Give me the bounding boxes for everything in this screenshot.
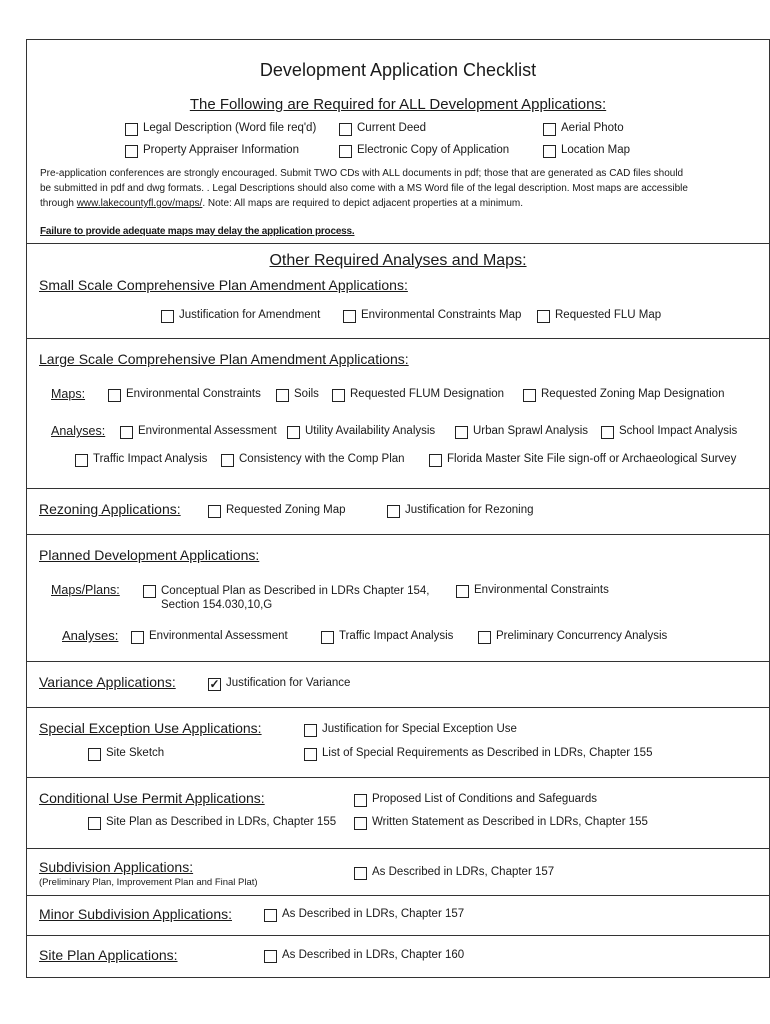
- checkbox-requested-zoning-designation[interactable]: [523, 388, 724, 402]
- checkbox-proposed-conditions[interactable]: [354, 793, 597, 807]
- note-text: . Note: All maps are required to depict adjacent properties at a minimum.: [202, 198, 524, 209]
- note-line-3: [40, 198, 523, 209]
- checkbox-box[interactable]: [264, 950, 277, 963]
- checkbox-justification-variance[interactable]: [208, 677, 350, 691]
- checkbox-box[interactable]: [339, 123, 352, 136]
- large-scale-heading: Large Scale Comprehensive Plan Amendment Applications:: [39, 351, 409, 367]
- checkbox-label: As Described in LDRs, Chapter 160: [282, 949, 465, 961]
- checkbox-pd-env-assessment[interactable]: [131, 630, 288, 644]
- checkbox-label: Soils: [294, 388, 319, 400]
- checkbox-site-plan-155[interactable]: [88, 816, 336, 830]
- checkbox-justification-rezoning[interactable]: [387, 504, 533, 518]
- checkbox-conceptual-plan[interactable]: [143, 584, 429, 612]
- checkbox-legal-description[interactable]: [125, 122, 316, 136]
- checkbox-site-plan-160[interactable]: [264, 949, 464, 963]
- checkbox-label: Requested Zoning Map: [226, 504, 346, 516]
- checkbox-box[interactable]: [354, 867, 367, 880]
- checkbox-box[interactable]: [543, 145, 556, 158]
- checkbox-label: Environmental Assessment: [149, 630, 288, 642]
- checkbox-label: As Described in LDRs, Chapter 157: [282, 908, 465, 920]
- checkbox-box[interactable]: [321, 631, 334, 644]
- checkbox-consistency-comp-plan[interactable]: [221, 453, 405, 467]
- maps-plans-label: Maps/Plans:: [51, 583, 120, 597]
- checkbox-box[interactable]: [354, 817, 367, 830]
- checkbox-label: Site Sketch: [106, 747, 165, 759]
- label-line-1: Conceptual Plan as Described in LDRs Chapter 154,: [161, 585, 430, 597]
- checkbox-property-appraiser[interactable]: [125, 144, 299, 158]
- checkbox-label: Traffic Impact Analysis: [339, 630, 454, 642]
- checkbox-label: As Described in LDRs, Chapter 157: [372, 866, 555, 878]
- checkbox-label: Site Plan as Described in LDRs, Chapter 155: [106, 816, 337, 828]
- checkbox-location-map[interactable]: [543, 144, 630, 158]
- checkbox-box[interactable]: [108, 389, 121, 402]
- page-title: Development Application Checklist: [259, 60, 537, 80]
- other-analyses-title: Other Required Analyses and Maps:: [269, 252, 527, 269]
- rezoning-heading: Rezoning Applications:: [39, 501, 181, 517]
- checkbox-label: Environmental Assessment: [138, 425, 277, 437]
- minor-subdivision-section: [27, 896, 769, 936]
- note-line-1: Pre-application conferences are strongly encouraged. Submit TWO CDs with ALL documents in pdf; those that are generated as CAD files should: [40, 168, 684, 179]
- checkbox-requested-flu-map[interactable]: [537, 309, 661, 323]
- maps-link[interactable]: www.lakecountyfl.gov/maps/: [76, 198, 203, 209]
- checkbox-florida-master-site[interactable]: [429, 453, 736, 467]
- checkbox-box[interactable]: [208, 505, 221, 518]
- checkbox-special-requirements[interactable]: [304, 747, 652, 761]
- checkbox-label: Preliminary Concurrency Analysis: [496, 630, 668, 642]
- checkbox-label: Aerial Photo: [561, 122, 624, 134]
- checkbox-label: Consistency with the Comp Plan: [239, 453, 405, 465]
- checkmark-icon[interactable]: ✓: [209, 677, 220, 691]
- checkbox-pd-concurrency[interactable]: [478, 630, 667, 644]
- checkbox-pd-env-constraints[interactable]: [456, 584, 609, 598]
- subdivision-note: (Preliminary Plan, Improvement Plan and Final Plat): [39, 877, 258, 888]
- checkbox-label: Justification for Rezoning: [405, 504, 534, 516]
- checkbox-box[interactable]: [429, 454, 442, 467]
- checklist-form: [26, 39, 770, 978]
- checkbox-label: Written Statement as Described in LDRs, Chapter 155: [372, 816, 648, 828]
- checkbox-label: Traffic Impact Analysis: [93, 453, 208, 465]
- checkbox-box[interactable]: [287, 426, 300, 439]
- required-subtitle: The Following are Required for ALL Development Applications:: [189, 96, 607, 113]
- checkbox-label: Environmental Constraints: [126, 388, 261, 400]
- checkbox-box[interactable]: [339, 145, 352, 158]
- note-line-2: be submitted in pdf and dwg formats. . Legal Descriptions should also come with a MS Word file of the legal description. Most maps are accessible: [40, 183, 688, 194]
- checkbox-aerial-photo[interactable]: [543, 122, 624, 136]
- analyses-label: Analyses:: [51, 424, 106, 438]
- general-requirements-section: [27, 40, 769, 244]
- checkbox-box[interactable]: [456, 585, 469, 598]
- checkbox-label: Environmental Constraints: [474, 584, 609, 596]
- checkbox-box[interactable]: [523, 389, 536, 402]
- small-scale-heading: Small Scale Comprehensive Plan Amendment Applications:: [39, 277, 408, 293]
- checkbox-box[interactable]: [354, 794, 367, 807]
- subdivision-heading: Subdivision Applications:: [39, 859, 194, 875]
- checkbox-box[interactable]: [455, 426, 468, 439]
- checkbox-box[interactable]: [125, 145, 138, 158]
- checkbox-subdivision-157[interactable]: [354, 866, 554, 880]
- checkbox-box[interactable]: [304, 748, 317, 761]
- checkbox-label: Requested FLU Map: [555, 309, 662, 321]
- special-exception-section: [27, 708, 769, 778]
- rezoning-section: [27, 489, 769, 535]
- small-scale-section: [27, 244, 769, 339]
- checkbox-requested-flum[interactable]: [332, 388, 504, 402]
- checkbox-label: Florida Master Site File sign-off or Archaeological Survey: [447, 453, 737, 465]
- checkbox-box[interactable]: [478, 631, 491, 644]
- planned-development-section: [27, 535, 769, 662]
- checkbox-minor-subdivision-157[interactable]: [264, 908, 464, 922]
- checkbox-label: List of Special Requirements as Described in LDRs, Chapter 155: [322, 747, 653, 759]
- checkbox-utility-availability[interactable]: [287, 425, 435, 439]
- checkbox-box[interactable]: [601, 426, 614, 439]
- label-line-2: Section 154.030,10,G: [161, 599, 273, 611]
- special-exception-heading: Special Exception Use Applications:: [39, 720, 262, 736]
- checkbox-box[interactable]: [537, 310, 550, 323]
- subdivision-section: [27, 849, 769, 896]
- checkbox-soils[interactable]: [276, 388, 319, 402]
- checkbox-env-assessment[interactable]: [120, 425, 277, 439]
- checkbox-label: Urban Sprawl Analysis: [473, 425, 589, 437]
- minor-subdivision-heading: Minor Subdivision Applications:: [39, 906, 232, 922]
- checkbox-box[interactable]: [143, 585, 156, 598]
- checkbox-label: Requested FLUM Designation: [350, 388, 505, 400]
- checkbox-box[interactable]: [75, 454, 88, 467]
- checkbox-justification-special-exception[interactable]: [304, 723, 517, 737]
- checkbox-label: Utility Availability Analysis: [305, 425, 436, 437]
- checkbox-label: School Impact Analysis: [619, 425, 738, 437]
- checkbox-env-constraints[interactable]: [108, 388, 261, 402]
- checkbox-box[interactable]: [88, 748, 101, 761]
- checkbox-label: Requested Zoning Map Designation: [541, 388, 725, 400]
- checkbox-current-deed[interactable]: [339, 122, 426, 136]
- checkbox-box[interactable]: [125, 123, 138, 136]
- checkbox-urban-sprawl[interactable]: [455, 425, 588, 439]
- checkbox-env-constraints-map[interactable]: [343, 309, 521, 323]
- checkbox-box[interactable]: [387, 505, 400, 518]
- checkbox-box[interactable]: [343, 310, 356, 323]
- checkbox-box[interactable]: [543, 123, 556, 136]
- checkbox-site-sketch[interactable]: [88, 747, 164, 761]
- site-plan-section: [27, 936, 769, 977]
- checkbox-box[interactable]: [276, 389, 289, 402]
- maps-label: Maps:: [51, 387, 86, 401]
- checkbox-electronic-copy[interactable]: [339, 144, 509, 158]
- checkbox-box[interactable]: [120, 426, 133, 439]
- checkbox-box[interactable]: [304, 724, 317, 737]
- checkbox-label: Location Map: [561, 144, 631, 156]
- checkbox-box[interactable]: [88, 817, 101, 830]
- checkbox-label: Justification for Amendment: [179, 309, 321, 321]
- checkbox-pd-traffic-impact[interactable]: [321, 630, 453, 644]
- planned-dev-heading: Planned Development Applications:: [39, 547, 260, 563]
- checkbox-school-impact[interactable]: [601, 425, 737, 439]
- checkbox-box[interactable]: [131, 631, 144, 644]
- checkbox-label: Electronic Copy of Application: [357, 144, 510, 156]
- checkbox-label: Justification for Variance: [226, 677, 351, 689]
- checkbox-box[interactable]: [264, 909, 277, 922]
- checkbox-label: Current Deed: [357, 122, 427, 134]
- checkbox-box[interactable]: [332, 389, 345, 402]
- checkbox-label: Environmental Constraints Map: [361, 309, 522, 321]
- checkbox-label: Property Appraiser Information: [143, 144, 299, 156]
- site-plan-heading: Site Plan Applications:: [39, 947, 178, 963]
- checkbox-written-statement[interactable]: [354, 816, 648, 830]
- checkbox-box[interactable]: [161, 310, 174, 323]
- note-text: through: [40, 198, 77, 209]
- variance-section: [27, 662, 769, 708]
- conditional-use-heading: Conditional Use Permit Applications:: [39, 790, 265, 806]
- checkbox-traffic-impact[interactable]: [75, 453, 207, 467]
- conditional-use-section: [27, 778, 769, 849]
- checkbox-label: Justification for Special Exception Use: [322, 723, 517, 735]
- large-scale-section: [27, 339, 769, 489]
- checkbox-box[interactable]: [221, 454, 234, 467]
- variance-heading: Variance Applications:: [39, 674, 176, 690]
- checkbox-label: [161, 584, 429, 612]
- checkbox-requested-zoning-map[interactable]: [208, 504, 346, 518]
- checkbox-label: Proposed List of Conditions and Safeguards: [372, 793, 598, 805]
- checkbox-label: Legal Description (Word file req'd): [143, 122, 317, 134]
- warning-text: Failure to provide adequate maps may delay the application process.: [40, 226, 355, 237]
- checkbox-justification-amendment[interactable]: [161, 309, 320, 323]
- pd-analyses-label: Analyses:: [62, 628, 119, 643]
